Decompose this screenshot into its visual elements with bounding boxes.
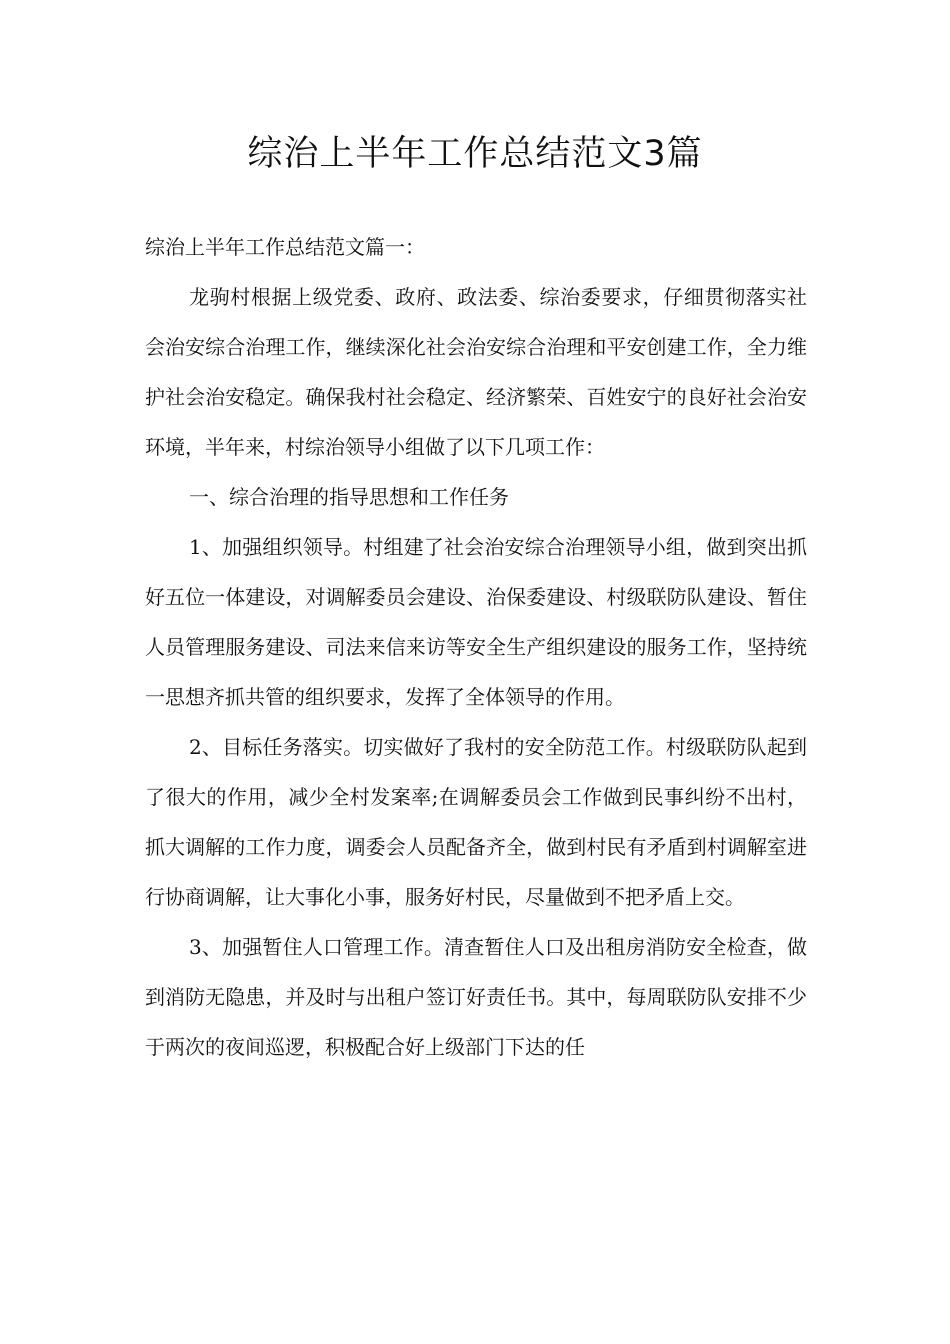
document-title: 综治上半年工作总结范文3篇 bbox=[247, 134, 703, 174]
paragraph-item-2: 2、目标任务落实。切实做好了我村的安全防范工作。村级联防队起到了很大的作用，减少全村发案率;在调解委员会工作做到民事纠纷不出村，抓大调解的工作力度，调委会人员配备齐全，做到村民有矛盾到村调解室进行协商调解，让大事化小事，服务好村民，尽量做到不把矛盾上交。 bbox=[145, 735, 807, 909]
paragraph-intro: 龙驹村根据上级党委、政府、政法委、综治委要求，仔细贯彻落实社会治安综合治理工作，继续深化社会治安综合治理和平安创建工作，全力维护社会治安稳定。确保我村社会稳定、经济繁荣、百姓安宁的良好社会治安环境，半年来，村综治领导小组做了以下几项工作： bbox=[145, 285, 807, 459]
section-heading: 综治上半年工作总结范文篇一： bbox=[145, 235, 425, 259]
paragraph-item-3: 3、加强暂住人口管理工作。清查暂住人口及出租房消防安全检查，做到消防无隐患，并及时与出租户签订好责任书。其中，每周联防队安排不少于两次的夜间巡逻，积极配合好上级部门下达的任 bbox=[145, 935, 807, 1059]
paragraph-heading-one: 一、综合治理的指导思想和工作任务 bbox=[189, 485, 509, 509]
document-body bbox=[145, 222, 807, 1072]
paragraph-item-1: 1、加强组织领导。村组建了社会治安综合治理领导小组，做到突出抓好五位一体建设，对调解委员会建设、治保委建设、村级联防队建设、暂住人员管理服务建设、司法来信来访等安全生产组织建设的服务工作，坚持统一思想齐抓共管的组织要求，发挥了全体领导的作用。 bbox=[145, 535, 807, 709]
